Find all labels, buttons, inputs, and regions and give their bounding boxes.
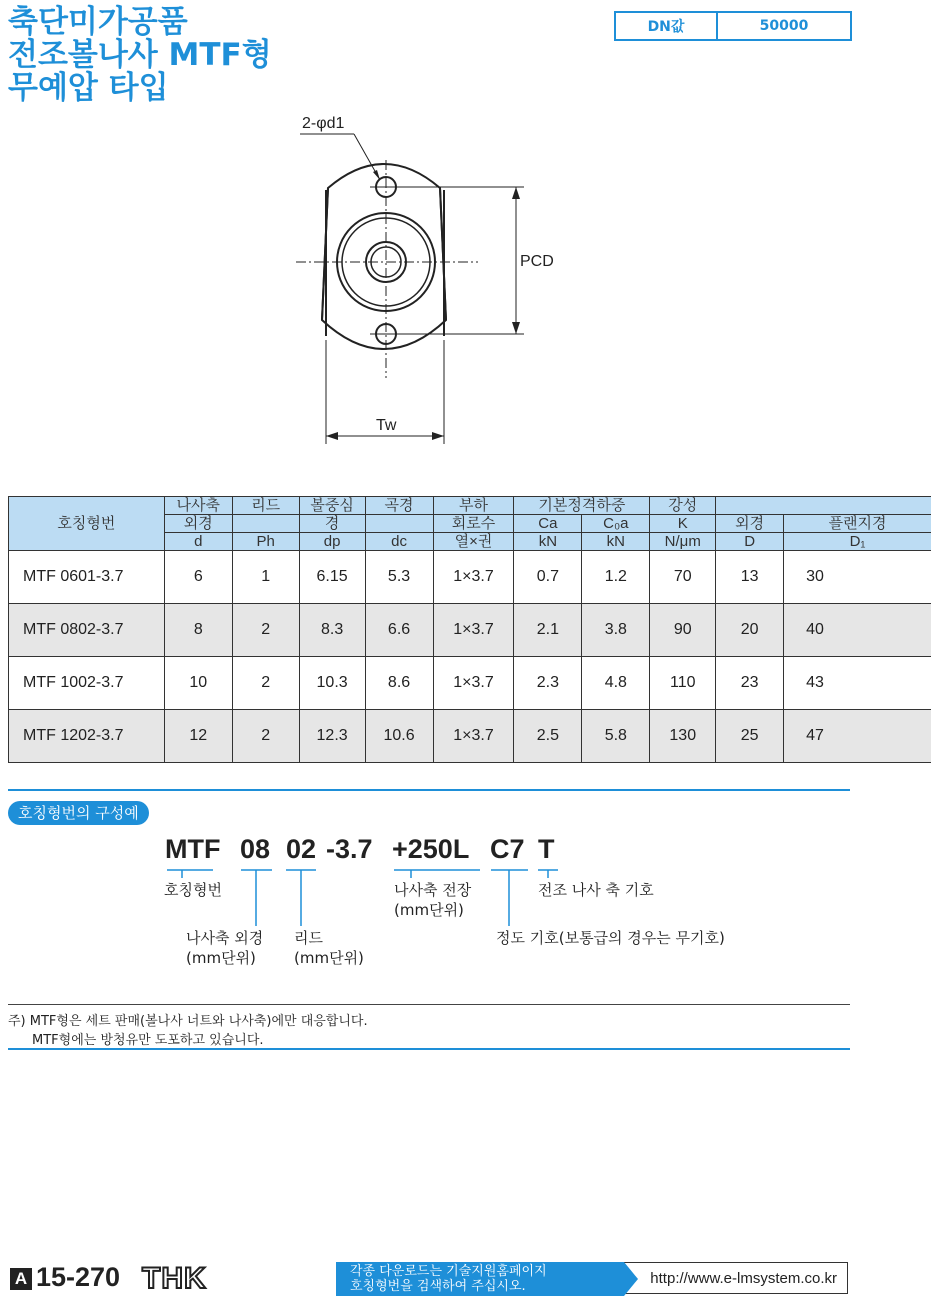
cell-ph: 1 — [232, 551, 299, 604]
header-ca-unit: kN — [514, 533, 582, 551]
header-shaft-dia: 나사축 — [164, 497, 232, 515]
table-row — [9, 604, 931, 657]
notes-bottom-rule — [8, 1048, 850, 1050]
cell-dc: 5.3 — [365, 551, 433, 604]
cell-outer: 20 — [716, 604, 784, 657]
cell-k: 130 — [650, 710, 716, 763]
brand-logo: THK — [142, 1262, 207, 1295]
header-ball-center-2: 경 — [299, 515, 365, 533]
cell-dp: 8.3 — [299, 604, 365, 657]
cell-dc: 6.6 — [365, 604, 433, 657]
section-marker: A — [10, 1268, 32, 1290]
code-part-lead: 02 — [286, 834, 317, 864]
header-load-rating: 기본정격하중 — [514, 497, 650, 515]
website-url[interactable]: http://www.e-lmsystem.co.kr — [614, 1262, 848, 1294]
caption-shaft: 나사축 외경 — [186, 929, 264, 947]
caption-accuracy: 정도 기호(보통급의 경우는 무기호) — [496, 929, 725, 947]
header-flange-sym: D₁ — [784, 533, 931, 551]
cell-circuits: 1×3.7 — [433, 710, 514, 763]
cell-dp: 10.3 — [299, 657, 365, 710]
header-ball-center: 볼중심 — [299, 497, 365, 515]
cell-ca: 0.7 — [514, 551, 582, 604]
caption-length: 나사축 전장 — [394, 881, 472, 899]
caption-model: 호칭형번 — [164, 881, 222, 899]
note-line-1: 주) MTF형은 세트 판매(볼나사 너트와 나사축)에만 대응합니다. — [8, 1014, 368, 1029]
cell-k: 110 — [650, 657, 716, 710]
download-banner — [336, 1262, 624, 1296]
section-divider — [8, 789, 850, 791]
cell-circuits: 1×3.7 — [433, 551, 514, 604]
header-ball-center-3: dp — [299, 533, 365, 551]
header-shaft-dia-3: d — [164, 533, 232, 551]
header-shaft-dia-2: 외경 — [164, 515, 232, 533]
cell-k: 90 — [650, 604, 716, 657]
caption-lead-unit: (mm단위) — [294, 949, 364, 967]
dn-value: 50000 — [759, 18, 809, 34]
cell-dc: 10.6 — [365, 710, 433, 763]
title-line-3: 무예압 타입 — [8, 70, 169, 106]
pcd-label: PCD — [520, 253, 554, 270]
code-part-shaft: 08 — [240, 834, 271, 864]
banner-line-1: 각종 다운로드는 기술지원홈페이지 — [350, 1264, 547, 1279]
header-lead: 리드 — [232, 497, 299, 515]
header-model: 호칭형번 — [9, 497, 165, 551]
cell-outer: 13 — [716, 551, 784, 604]
code-part-model: MTF — [165, 834, 221, 864]
title-line-1: 축단미가공품 — [8, 4, 188, 40]
caption-length-unit: (mm단위) — [394, 901, 464, 919]
header-rigidity-2: K — [650, 515, 716, 533]
header-nut-dims — [716, 497, 931, 515]
cell-model: MTF 1202-3.7 — [9, 710, 165, 763]
cell-d: 6 — [164, 551, 232, 604]
header-lead-2 — [232, 515, 299, 533]
header-c0a: C₀a — [582, 515, 650, 533]
cell-c0a: 3.8 — [582, 604, 650, 657]
cell-ca: 2.5 — [514, 710, 582, 763]
cell-circuits: 1×3.7 — [433, 657, 514, 710]
cell-c0a: 5.8 — [582, 710, 650, 763]
code-part-length: +250L — [392, 834, 470, 864]
header-flange: 플랜지경 — [784, 515, 931, 533]
header-circuits-2: 회로수 — [433, 515, 514, 533]
header-ca: Ca — [514, 515, 582, 533]
flange-outline — [322, 164, 446, 349]
cell-flange: 47 — [784, 710, 931, 763]
caption-lead: 리드 — [294, 929, 323, 947]
tw-label: Tw — [376, 417, 397, 434]
code-part-rolled: T — [538, 834, 555, 864]
nut-drawing — [0, 0, 931, 480]
table-row — [9, 710, 931, 763]
banner-line-2: 호칭형번을 검색하여 주십시오. — [350, 1279, 526, 1294]
cell-dc: 8.6 — [365, 657, 433, 710]
cell-d: 8 — [164, 604, 232, 657]
cell-c0a: 4.8 — [582, 657, 650, 710]
cell-flange: 43 — [784, 657, 931, 710]
page-number: 15-270 — [36, 1262, 121, 1292]
cell-ca: 2.1 — [514, 604, 582, 657]
notes-top-rule — [8, 1004, 850, 1005]
header-outer-sym: D — [716, 533, 784, 551]
cell-d: 10 — [164, 657, 232, 710]
cell-model: MTF 0601-3.7 — [9, 551, 165, 604]
cell-ph: 2 — [232, 710, 299, 763]
header-root-dia-2 — [365, 515, 433, 533]
header-rigidity-unit: N/μm — [650, 533, 716, 551]
cell-dp: 6.15 — [299, 551, 365, 604]
table-row — [9, 551, 931, 604]
caption-rolled: 전조 나사 축 기호 — [538, 881, 654, 899]
code-part-accuracy: C7 — [490, 834, 525, 864]
cell-flange: 30 — [784, 551, 931, 604]
caption-shaft-unit: (mm단위) — [186, 949, 256, 967]
spec-table — [8, 496, 931, 763]
cell-circuits: 1×3.7 — [433, 604, 514, 657]
cell-flange: 40 — [784, 604, 931, 657]
header-circuits: 부하 — [433, 497, 514, 515]
header-rigidity: 강성 — [650, 497, 716, 515]
header-root-dia: 곡경 — [365, 497, 433, 515]
table-row — [9, 657, 931, 710]
header-circuits-3: 열×권 — [433, 533, 514, 551]
cell-ph: 2 — [232, 604, 299, 657]
dn-label: DN값 — [616, 13, 718, 39]
cell-model: MTF 1002-3.7 — [9, 657, 165, 710]
cell-ca: 2.3 — [514, 657, 582, 710]
composition-badge: 호칭형번의 구성예 — [8, 801, 149, 825]
header-c0a-unit: kN — [582, 533, 650, 551]
cell-outer: 23 — [716, 657, 784, 710]
header-lead-3: Ph — [232, 533, 299, 551]
cell-dp: 12.3 — [299, 710, 365, 763]
cell-k: 70 — [650, 551, 716, 604]
cell-ph: 2 — [232, 657, 299, 710]
table-header-row-1 — [9, 497, 931, 515]
hole-dimension-label: 2-φd1 — [302, 115, 345, 132]
header-root-dia-3: dc — [365, 533, 433, 551]
cell-model: MTF 0802-3.7 — [9, 604, 165, 657]
code-part-circuits: -3.7 — [326, 834, 373, 864]
title-line-2: 전조볼나사 MTF형 — [8, 37, 272, 73]
cell-c0a: 1.2 — [582, 551, 650, 604]
header-outer: 외경 — [716, 515, 784, 533]
note-line-2: MTF형에는 방청유만 도포하고 있습니다. — [32, 1033, 264, 1048]
cell-d: 12 — [164, 710, 232, 763]
cell-outer: 25 — [716, 710, 784, 763]
banner-arrow — [624, 1262, 638, 1296]
